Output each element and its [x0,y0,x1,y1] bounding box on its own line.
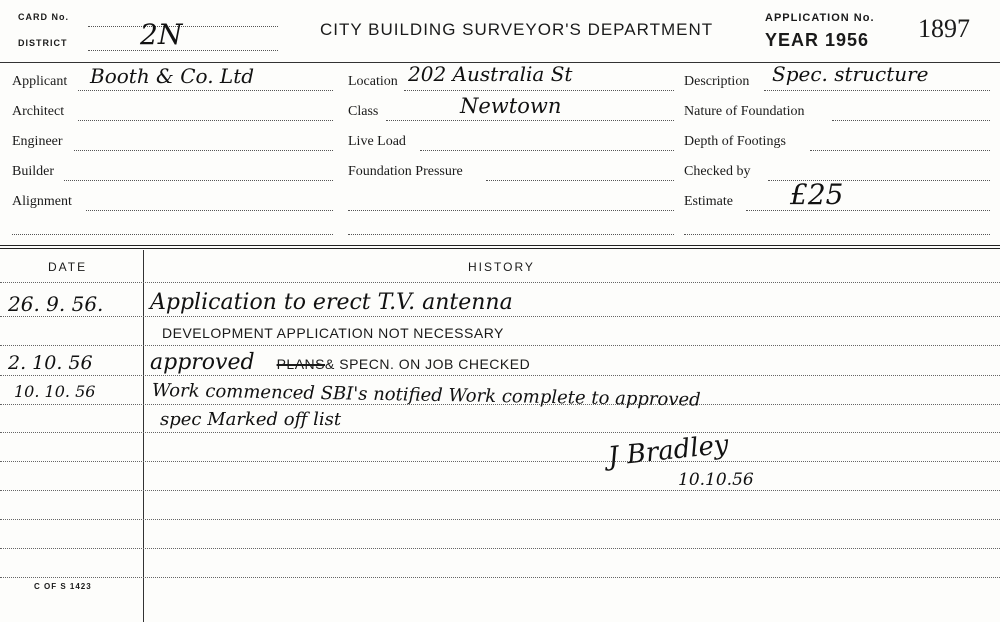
history-row-text: DEVELOPMENT APPLICATION NOT NECESSARY [162,325,504,341]
description-label: Description [684,74,750,89]
history-line-7 [0,490,1000,491]
history-line-6 [0,461,1000,462]
history-line-9 [0,548,1000,549]
estimate-label: Estimate [684,194,733,209]
depth-of-footings-line [810,150,990,151]
history-row-text [150,350,530,375]
applicant-line [78,90,333,91]
history-row-text: Application to erect T.V. antenna [150,290,513,315]
signature-date: 10.10.56 [678,470,754,490]
location-value: 202 Australia St [408,62,573,86]
specn-text: & SPECN. ON JOB CHECKED [325,356,531,372]
nature-of-foundation-line [832,120,990,121]
district-value: 2N [140,18,183,51]
plans-struck-text: PLANS [276,356,325,372]
approved-text: approved [150,350,255,375]
location-line [404,90,674,91]
alignment-line [86,210,333,211]
description-value: Spec. structure [772,62,929,86]
builder-label: Builder [12,164,54,179]
date-column-divider [143,250,144,622]
location-label: Location [348,74,398,89]
class-line [386,120,674,121]
engineer-label: Engineer [12,134,63,149]
date-column-header: DATE [48,260,88,274]
history-row-date: 10. 10. 56 [14,382,96,401]
section-double-rule [0,245,1000,249]
history-column-header: HISTORY [468,260,535,274]
architect-line [78,120,333,121]
history-line-10 [0,577,1000,578]
alignment-label: Alignment [12,194,72,209]
history-line-1 [0,316,1000,317]
history-line-8 [0,519,1000,520]
history-line-5 [0,432,1000,433]
card-no-line [88,26,278,27]
history-row-date: 2. 10. 56 [8,352,93,374]
year-label: YEAR 1956 [765,30,870,50]
application-no-label: APPLICATION No. [765,12,875,24]
column2-line-6 [348,234,674,235]
builder-line [64,180,333,181]
estimate-line [746,210,990,211]
card-no-label: CARD No. [18,12,69,22]
district-label: DISTRICT [18,38,68,48]
history-line-2 [0,345,1000,346]
history-line-3 [0,375,1000,376]
history-row-date: 26. 9. 56. [8,292,104,316]
checked-by-label: Checked by [684,164,751,179]
class-value: Newtown [460,94,562,118]
foundation-pressure-label: Foundation Pressure [348,164,463,179]
column3-line-6 [684,234,990,235]
description-line [764,90,990,91]
district-line [88,50,278,51]
applicant-value: Booth & Co. Ltd [90,64,255,88]
application-no-value: 1897 [918,14,970,43]
alignment-line-2 [12,234,333,235]
history-row-text: spec Marked off list [160,409,342,430]
class-label: Class [348,104,379,119]
engineer-line [74,150,333,151]
department-title: CITY BUILDING SURVEYOR'S DEPARTMENT [320,20,714,39]
live-load-label: Live Load [348,134,406,149]
estimate-value: £25 [790,178,844,211]
nature-of-foundation-label: Nature of Foundation [684,104,805,119]
form-code: C OF S 1423 [34,582,92,591]
signature: J Bradley [606,429,731,473]
applicant-label: Applicant [12,74,68,89]
history-row-text: Work commenced SBI's notified Work complete to approved [151,380,701,411]
architect-label: Architect [12,104,65,119]
live-load-line [420,150,674,151]
history-line-0 [0,282,1000,283]
foundation-pressure-line [486,180,674,181]
column2-line-5 [348,210,674,211]
depth-of-footings-label: Depth of Footings [684,134,786,149]
